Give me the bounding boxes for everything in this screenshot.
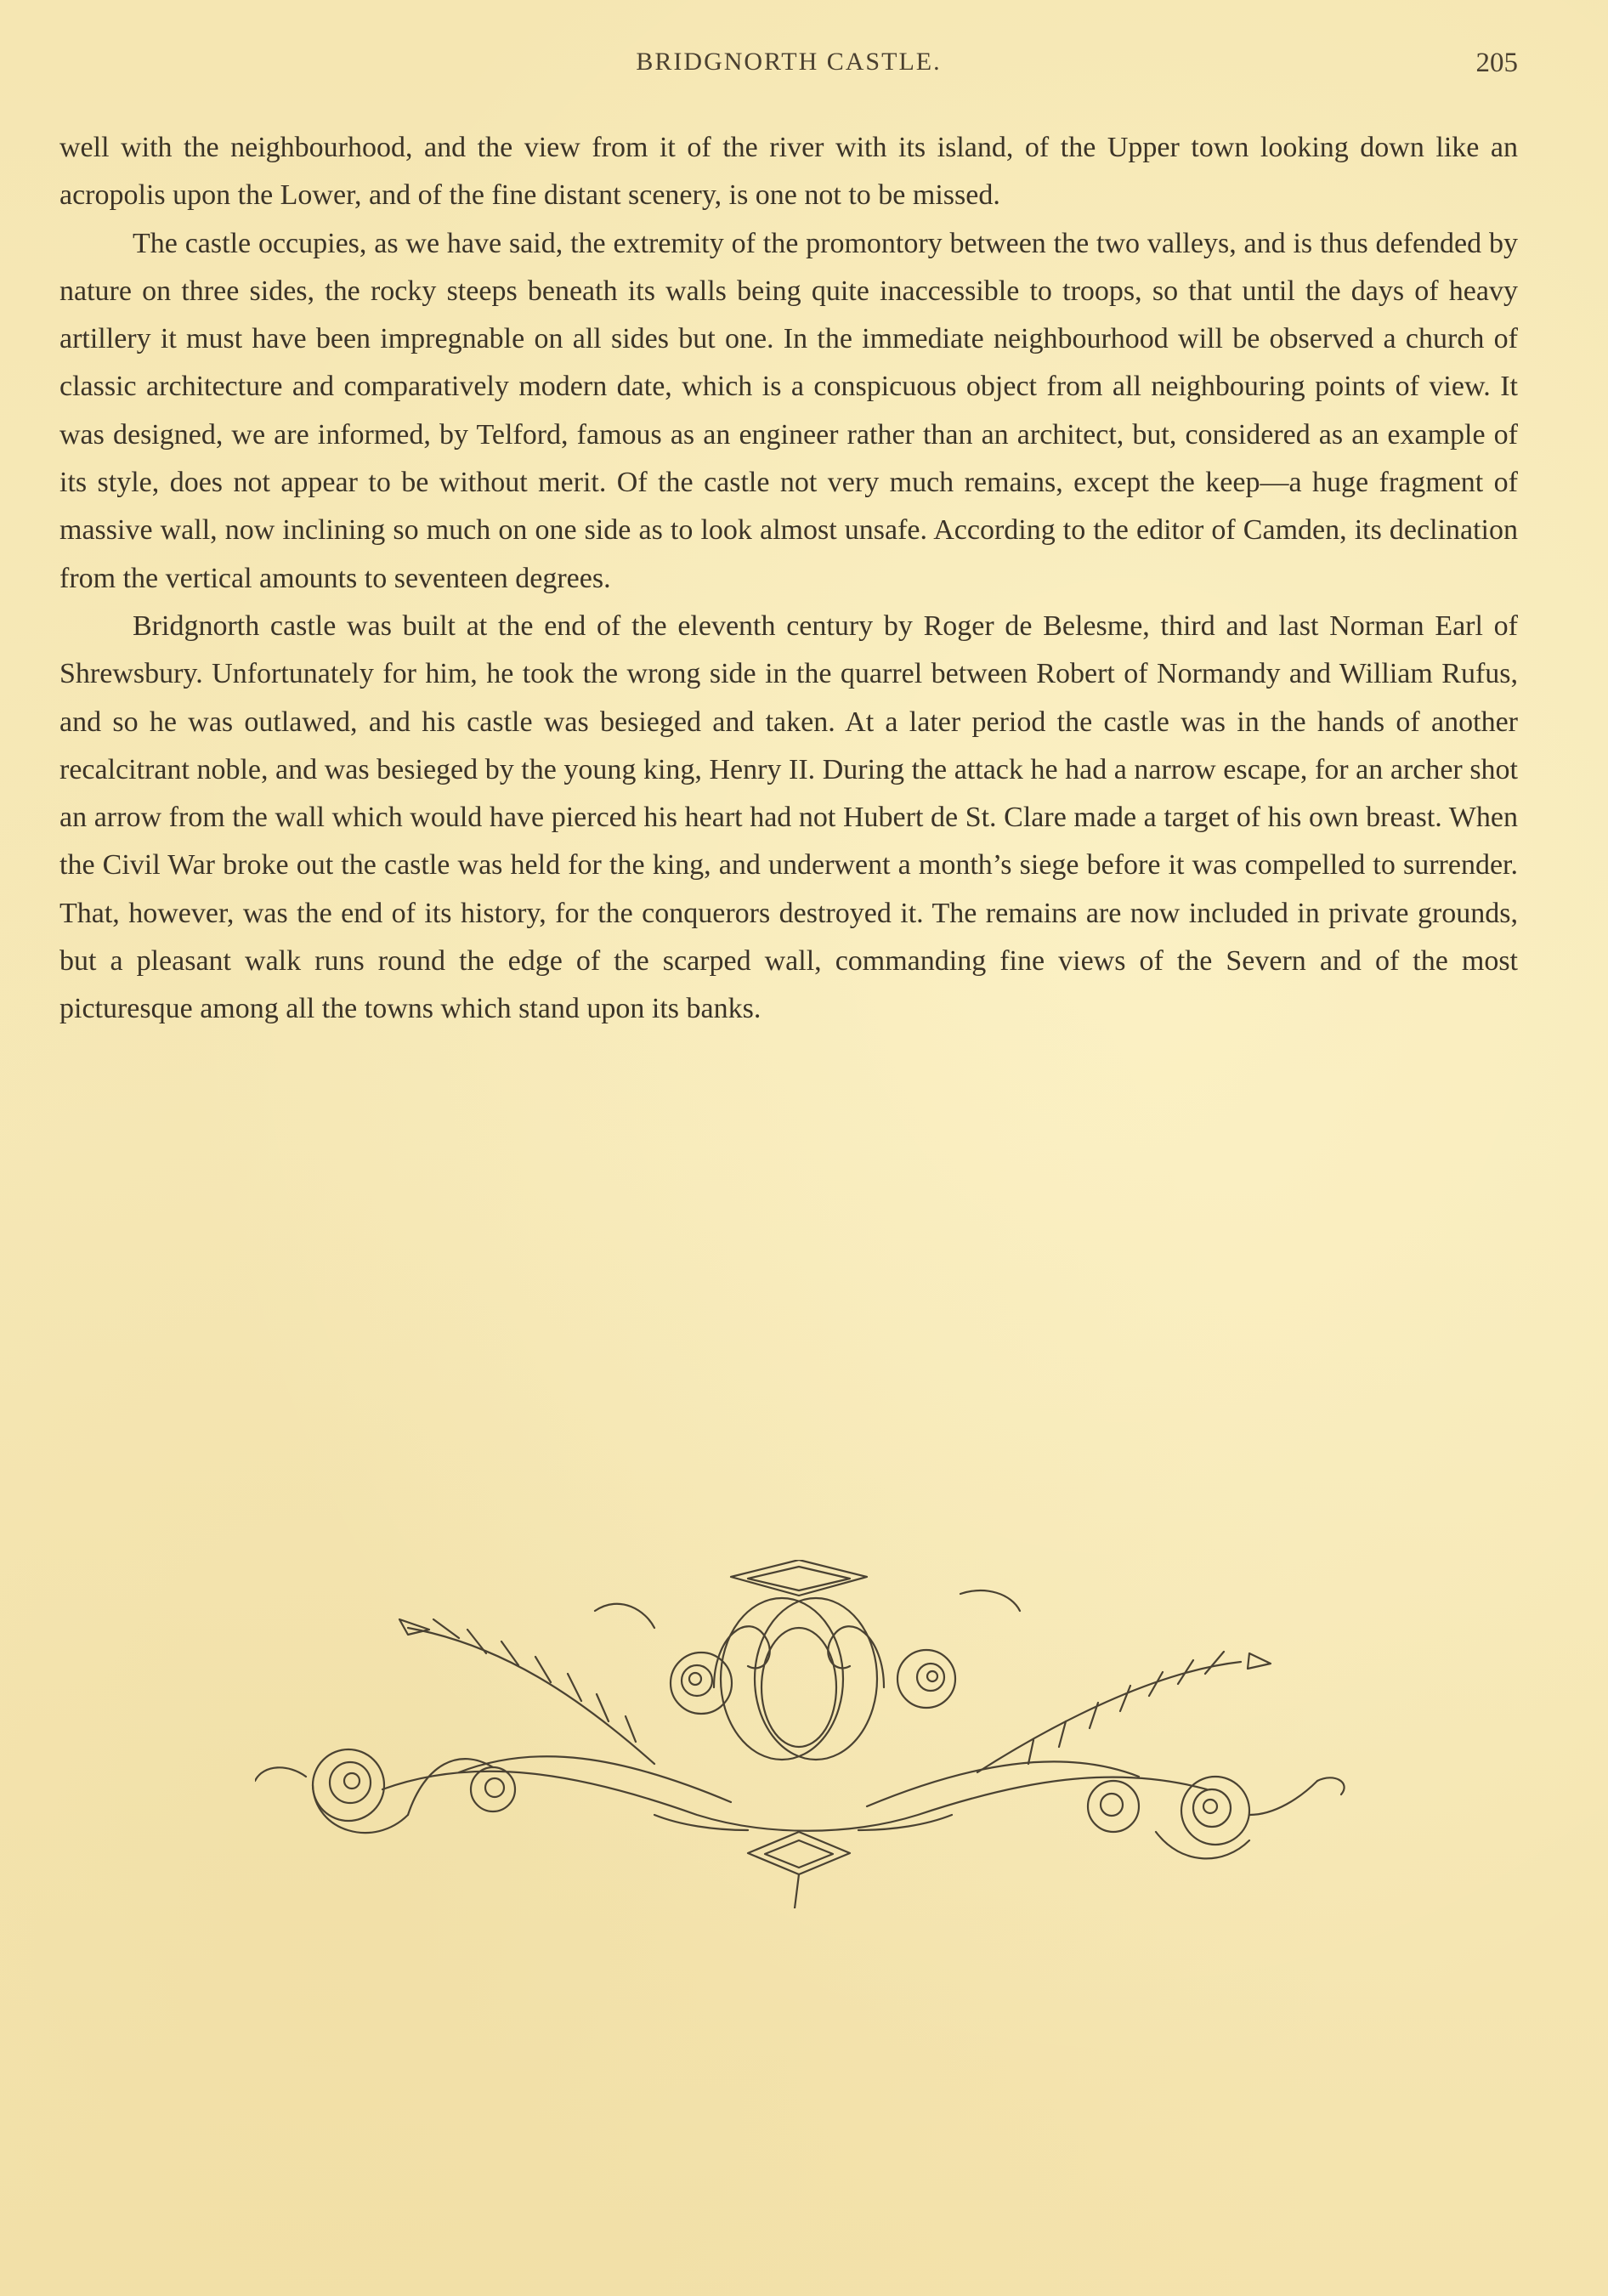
running-title: BRIDGNORTH CASTLE. bbox=[636, 48, 942, 76]
decorative-flourish-icon bbox=[255, 1560, 1360, 1908]
running-head bbox=[59, 48, 1518, 82]
paragraph-1: well with the neighbourhood, and the view from it of the river with its island, of the Upper town looking down like an acropolis upon the Lower, and of the fine distant scenery, is one not to be missed. bbox=[59, 132, 1518, 212]
page-number: 205 bbox=[1475, 48, 1518, 78]
paragraph-3: Bridgnorth castle was built at the end of the eleventh century by Roger de Belesme, third and last Norman Earl of Shrewsbury. Unfortunately for him, he took the wrong side in the quarrel between Robert of Normandy and William Rufus, and so he was outlawed, and his castle was besieged and taken. At a later period the castle was in the hands of another recalcitrant noble, and was besieged by the young king, Henry II. During the attack he had a narrow escape, for an archer shot an arrow from the wall which would have pierced his heart had not Hubert de St. Clare made a target of his own breast. When the Civil War broke out the castle was held for the king, and underwent a month’s siege before it was compelled to surrender. That, however, was the end of its history, for the conquerors destroyed it. The remains are now included in private grounds, but a pleasant walk runs round the edge of the scarped wall, commanding fine views of the Severn and of the most picturesque among all the towns which stand upon its banks. bbox=[59, 609, 1518, 1025]
paragraph-2: The castle occupies, as we have said, the extremity of the promontory between the two valleys, and is thus defended by nature on three sides, the rocky steeps beneath its walls being quite inaccessible to troops, so that until the days of heavy artillery it must have been impregnable on all sides but one. In the immediate neighbourhood will be observed a church of classic architecture and comparatively modern date, which is a conspicuous object from all neighbouring points of view. It was designed, we are informed, by Telford, famous as an engineer rather than an architect, but, considered as an example of its style, does not appear to be without merit. Of the castle not very much remains, except the keep—a huge fragment of massive wall, now inclining so much on one side as to look almost unsafe. According to the editor of Camden, its declination from the vertical amounts to seventeen degrees. bbox=[59, 227, 1518, 594]
body-text bbox=[59, 124, 1518, 1034]
